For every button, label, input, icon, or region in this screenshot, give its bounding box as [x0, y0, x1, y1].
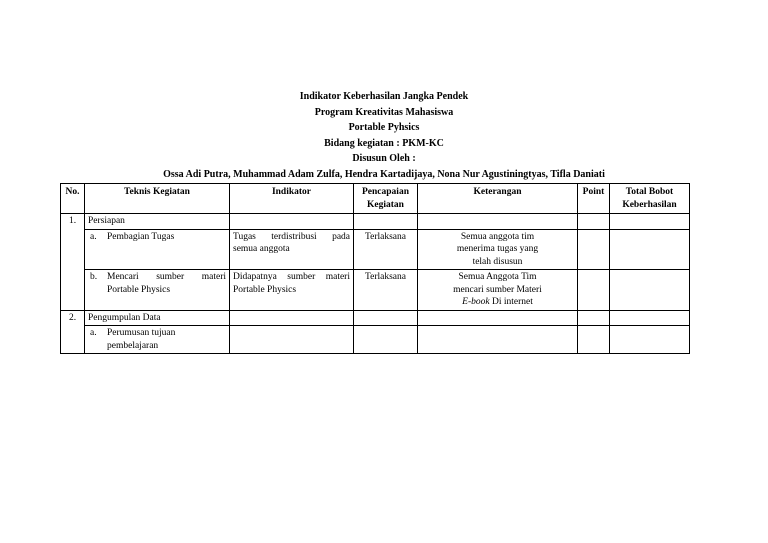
- row-number: 1.: [61, 214, 85, 311]
- keterangan-line: menerima tugas yang: [456, 244, 539, 254]
- item-indikator: Didapatnya sumber materi Portable Physics: [230, 270, 354, 311]
- table-row: [61, 326, 690, 354]
- table-cell: [578, 326, 610, 354]
- keterangan-line: [421, 296, 574, 309]
- item-teknis: Mencari sumber materi Portable Physics: [107, 272, 226, 295]
- table-row: [61, 310, 690, 326]
- header-title: Indikator Keberhasilan Jangka Pendek: [299, 91, 469, 102]
- column-header-pencapaian-line1: Pencapaian: [362, 187, 409, 197]
- keterangan-line: telah disusun: [472, 256, 523, 267]
- column-header-total-line2: Keberhasilan: [622, 199, 677, 210]
- header-program: Program Kreativitas Mahasiswa: [314, 106, 454, 118]
- table-row: [61, 270, 690, 311]
- column-header-pencapaian: [354, 184, 418, 214]
- item-pencapaian: Terlaksana: [354, 229, 418, 270]
- table-cell: [230, 310, 354, 326]
- keterangan-rest: Di internet: [489, 297, 533, 307]
- keterangan-line: Semua Anggota Tim: [458, 272, 537, 282]
- column-header-total: [610, 184, 690, 214]
- column-header-teknis: Teknis Kegiatan: [85, 184, 230, 214]
- item-point: [578, 229, 610, 270]
- item-keterangan: [418, 229, 578, 270]
- teknis-cell: [85, 326, 230, 354]
- indicator-table: [60, 183, 690, 354]
- document-header: [0, 89, 768, 182]
- header-field: Bidang kegiatan : PKM-KC: [324, 137, 444, 149]
- item-total: [610, 229, 690, 270]
- section-title: Persiapan: [85, 214, 230, 230]
- table-cell: [578, 214, 610, 230]
- item-keterangan: [418, 270, 578, 311]
- header-authored-by: Disusun Oleh :: [352, 153, 416, 164]
- item-letter: a.: [90, 231, 97, 242]
- item-total: [610, 270, 690, 311]
- item-teknis: Perumusan tujuan pembelajaran: [107, 328, 176, 351]
- table-cell: [354, 214, 418, 230]
- table-cell: [578, 310, 610, 326]
- item-point: [578, 270, 610, 311]
- header-authors: Ossa Adi Putra, Muhammad Adam Zulfa, Hendra Kartadijaya, Nona Nur Agustiningtyas, Tifla Daniati: [163, 168, 605, 180]
- teknis-cell: [85, 270, 230, 311]
- column-header-point: Point: [578, 184, 610, 214]
- table-cell: [354, 326, 418, 354]
- column-header-no: No.: [61, 184, 85, 214]
- item-letter: b.: [90, 272, 98, 282]
- table-cell: [418, 326, 578, 354]
- table-cell: [610, 214, 690, 230]
- keterangan-emphasis: E-book: [462, 297, 490, 307]
- table-cell: [610, 326, 690, 354]
- item-indikator: Tugas terdistribusi pada semua anggota: [230, 229, 354, 270]
- table-cell: [418, 214, 578, 230]
- table-cell: [418, 310, 578, 326]
- column-header-pencapaian-line2: Kegiatan: [367, 199, 404, 210]
- table-cell: [610, 310, 690, 326]
- item-teknis: Pembagian Tugas: [107, 231, 175, 242]
- header-project-name: Portable Pyhsics: [348, 122, 420, 133]
- table-row: [61, 214, 690, 230]
- keterangan-line: Semua anggota tim: [460, 231, 535, 242]
- table-cell: [354, 310, 418, 326]
- keterangan-line: mencari sumber Materi: [453, 284, 542, 295]
- teknis-cell: [85, 229, 230, 270]
- column-header-total-line1: Total Bobot: [625, 187, 674, 197]
- item-pencapaian: Terlaksana: [354, 270, 418, 311]
- table-cell: [230, 326, 354, 354]
- row-number: 2.: [61, 310, 85, 354]
- table-header-row: [61, 184, 690, 214]
- section-title: Pengumpulan Data: [85, 310, 230, 326]
- item-letter: a.: [90, 328, 97, 338]
- column-header-indikator: Indikator: [230, 184, 354, 214]
- table-cell: [230, 214, 354, 230]
- column-header-keterangan: Keterangan: [418, 184, 578, 214]
- table-row: [61, 229, 690, 270]
